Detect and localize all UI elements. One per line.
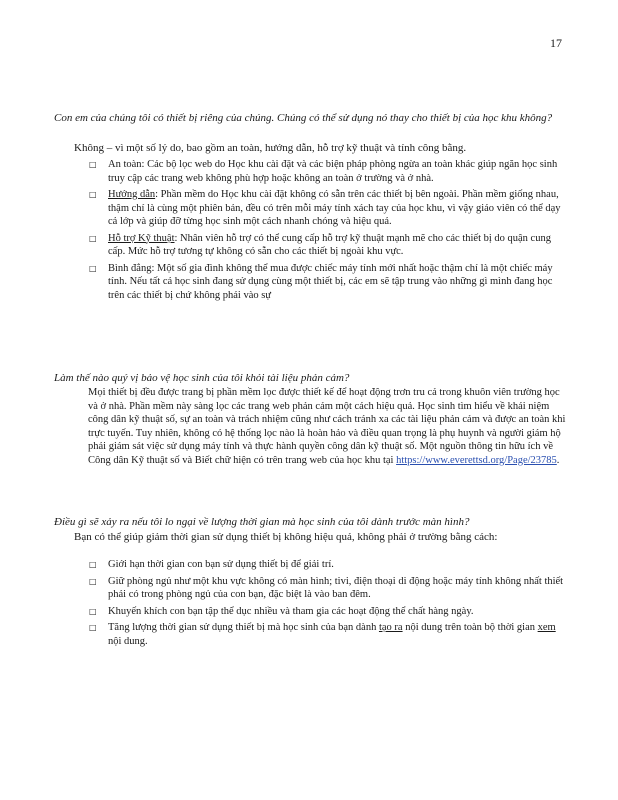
bullet-label: Bình đẳng bbox=[108, 262, 152, 274]
tip-text: Giới hạn thời gian con bạn sử dụng thiết bị để giải trí. bbox=[108, 559, 334, 570]
tip-text: Giữ phòng ngủ như một khu vực không có màn hình; tivi, điện thoại di động hoặc máy tính không nhất thiết phải có trong phòng ngủ của con bạn, đặc biệt là vào ban đêm. bbox=[108, 575, 564, 600]
list-item bbox=[86, 188, 564, 229]
bullet-icon: □ bbox=[89, 190, 97, 199]
screen-time-lead: Bạn có thể giúp giảm thời gian sử dụng thiết bị không hiệu quả, không phải ở trường bằng cách: bbox=[74, 531, 498, 543]
bullet-text: : Nhân viên hỗ trợ có thể cung cấp hỗ trợ kỹ thuật mạnh mẽ cho các thiết bị do quận cung cấp. Mức hỗ trợ tương tự không có sẵn cho các thiết bị ngoài khu vực. bbox=[108, 232, 551, 257]
question-screen-time: Điều gì sẽ xảy ra nếu tôi lo ngại về lượng thời gian mà học sinh của tôi dành trước màn hình? bbox=[54, 516, 470, 528]
district-page-link[interactable]: https://www.everettsd.org/Page/23785 bbox=[396, 454, 557, 466]
sentence-end: . bbox=[556, 454, 560, 466]
bullet-text: : Phần mềm do Học khu cài đặt không có sẵn trên các thiết bị bên ngoài. Phần mềm giống nhau, thậm chí là cùng một phiên bản, đều có trên mỗi máy tính xách tay của học khu, vì vậy giáo viên có thể dạy cả lớp và giúp đỡ từng học sinh một cách nhanh chóng và hiệu quả. bbox=[108, 189, 561, 227]
bullet-icon: □ bbox=[89, 160, 97, 169]
list-item bbox=[86, 158, 564, 185]
list-item bbox=[86, 558, 564, 572]
list-item bbox=[86, 575, 564, 602]
screen-time-tips-list bbox=[86, 558, 564, 651]
filtering-paragraph bbox=[88, 386, 566, 467]
tip-text: nội dung trên toàn bộ thời gian bbox=[405, 622, 535, 633]
bullet-text: : Một số gia đình không thể mua được chiếc máy tính mới nhất hoặc thậm chí là một chiếc máy tính. Nếu tất cả học sinh đang sử dụng cùng một thiết bị, các em sẽ tập trung vào những gì mình đang học trên các thiết bị chứ không phải vào sự bbox=[108, 262, 553, 301]
tip-text: nội dung. bbox=[108, 635, 148, 647]
filtering-text: Mọi thiết bị đều được trang bị phần mềm lọc được thiết kế để hoạt động trơn tru cả trong khuôn viên trường học và ở nhà. Phần mềm này sàng lọc các trang web phản cảm một cách hiệu quả. Học sinh tìm hiểu về khái niệm công dân kỹ thuật số, sự an toàn và trách nhiệm cũng như cách tránh xa các tài liệu phản cảm và được an toàn khi trực tuyến. Tuy nhiên, không có hệ thống lọc nào là hoàn hảo và điều quan trọng là phụ huynh và người giám hộ phải giám sát việc sử dụng máy tính và thực hành quyền công dân kỹ thuật số. Một nguồn thông tin hữu ích về Công dân Kỹ thuật số và Biết chữ hiện có trên trang web của học khu tại bbox=[88, 387, 566, 466]
bullet-icon: □ bbox=[89, 233, 97, 243]
list-item bbox=[86, 232, 564, 259]
bullet-icon: □ bbox=[89, 576, 97, 586]
tip-text: Tăng lượng thời gian sử dụng thiết bị mà học sinh của bạn dành bbox=[108, 622, 377, 633]
page-number: 17 bbox=[550, 36, 562, 50]
tip-underlined-word: tạo ra bbox=[378, 622, 403, 633]
bullet-label: Hướng dẫn bbox=[108, 189, 156, 200]
device-reasons-list bbox=[86, 158, 564, 305]
question-own-device: Con em của chúng tôi có thiết bị riêng của chúng. Chúng có thể sử dụng nó thay cho thiết bị của học khu không? bbox=[54, 112, 553, 124]
list-item bbox=[86, 605, 564, 619]
bullet-label: An toàn bbox=[108, 159, 142, 170]
bullet-icon: □ bbox=[89, 263, 97, 273]
answer-lead: Không – vì một số lý do, bao gồm an toàn, hướng dẫn, hỗ trợ kỹ thuật và tính công bằng. bbox=[74, 142, 467, 154]
bullet-label: Hỗ trợ Kỹ thuật bbox=[108, 232, 175, 244]
question-offensive-material: Làm thế nào quý vị bảo vệ học sinh của tôi khỏi tài liệu phản cảm? bbox=[54, 372, 350, 384]
list-item bbox=[86, 262, 564, 303]
bullet-icon: □ bbox=[89, 560, 97, 569]
bullet-text: : Các bộ lọc web do Học khu cài đặt và các biện pháp phòng ngừa an toàn khác giúp ngăn học sinh truy cập các trang web không phù hợp hoặc không an toàn ở trường và ở nhà. bbox=[108, 159, 558, 184]
bullet-icon: □ bbox=[89, 623, 97, 632]
tip-text: Khuyến khích con bạn tập thể dục nhiều và tham gia các hoạt động thể chất hàng ngày. bbox=[108, 605, 474, 617]
list-item bbox=[86, 621, 564, 648]
tip-underlined-word: xem bbox=[537, 622, 556, 633]
bullet-icon: □ bbox=[89, 606, 97, 616]
